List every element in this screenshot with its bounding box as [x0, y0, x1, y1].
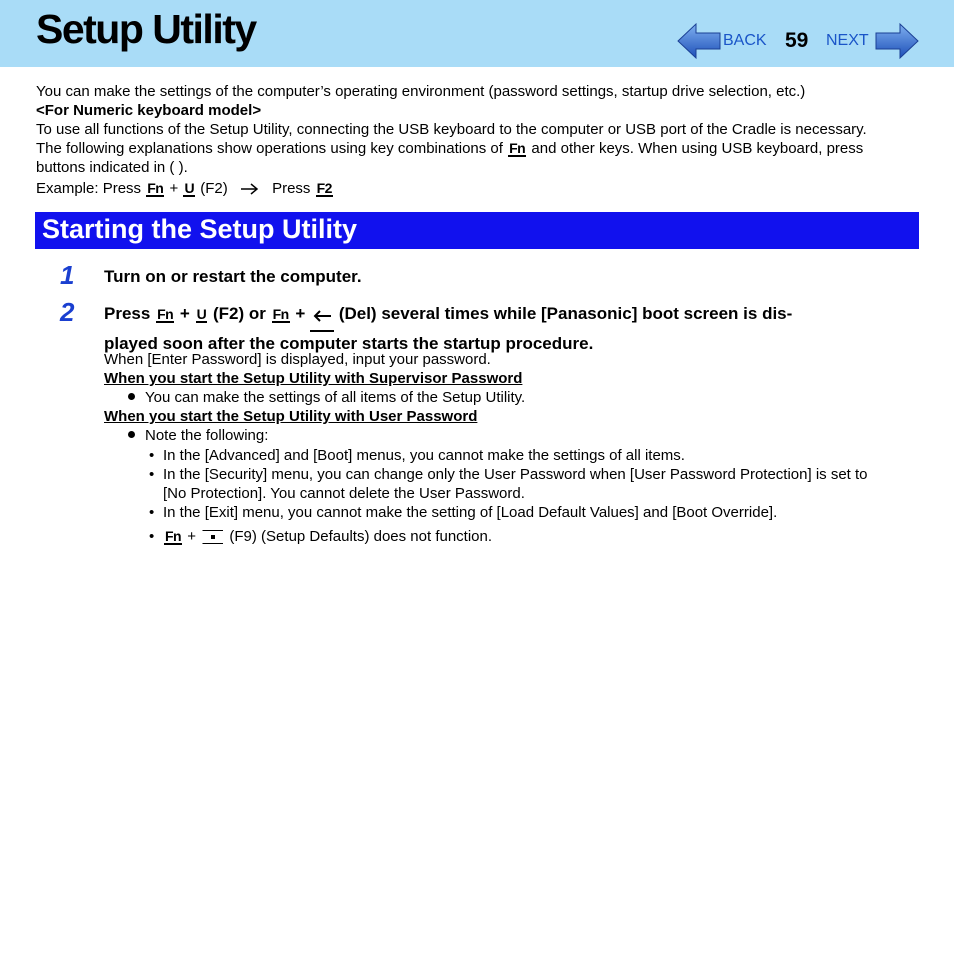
- plus-sign: +: [169, 180, 179, 197]
- intro-line-3: [36, 139, 920, 158]
- bullet-icon: [128, 393, 135, 400]
- right-arrow-icon: [240, 182, 260, 196]
- section-title: Starting the Setup Utility: [42, 214, 358, 244]
- step-1-text: Turn on or restart the computer.: [104, 267, 362, 286]
- supervisor-heading: When you start the Setup Utility with Supervisor Password: [104, 370, 523, 387]
- page-number: 59: [785, 29, 809, 52]
- fn-key: Fn: [157, 306, 174, 322]
- u-key: U: [196, 306, 207, 322]
- fn-key: Fn: [165, 528, 182, 544]
- section-header: [35, 212, 919, 249]
- sub-item-3: • In the [Exit] menu, you cannot make the setting of [Load Default Values] and [Boot Override].: [163, 503, 919, 522]
- intro-line-2: To use all functions of the Setup Utility, connecting the USB keyboard to the computer or USB port of the Cradle is necessary.: [36, 121, 867, 138]
- back-arrow-icon[interactable]: [676, 22, 722, 60]
- user-bullet: [128, 426, 268, 445]
- step-2-del-text: (Del) several times while [Panasonic] boot screen is dis-: [338, 304, 793, 323]
- step-2-line-2: played soon after the computer starts the startup procedure.: [104, 334, 594, 353]
- user-bullet-text: Note the following:: [145, 427, 269, 444]
- supervisor-bullet: [128, 388, 525, 407]
- next-link[interactable]: NEXT: [826, 32, 869, 49]
- step-1-number: 1: [60, 260, 75, 290]
- fn-key: Fn: [272, 306, 289, 322]
- plus-sign: +: [179, 304, 190, 323]
- sub-item-4: [163, 527, 919, 546]
- next-arrow-icon[interactable]: [874, 22, 920, 60]
- period-key-icon: [202, 530, 223, 544]
- f2-key: F2: [316, 180, 332, 196]
- user-heading: When you start the Setup Utility with User Password: [104, 408, 478, 425]
- model-heading: <For Numeric keyboard model>: [36, 102, 262, 119]
- intro-line-4: buttons indicated in ( ).: [36, 159, 188, 176]
- step-2-text: [104, 302, 904, 356]
- example-label: Example: Press: [36, 180, 142, 197]
- plus-sign: +: [295, 304, 306, 323]
- header-bar: [0, 0, 954, 67]
- step-2-number: 2: [60, 297, 75, 327]
- sub-item-2-cont: [No Protection]. You cannot delete the User Password.: [163, 485, 525, 502]
- bullet-icon: [128, 431, 135, 438]
- example-press: Press: [272, 180, 311, 197]
- page-title: Setup Utility: [36, 6, 256, 52]
- sub-item-1: • In the [Advanced] and [Boot] menus, you cannot make the settings of all items.: [163, 446, 919, 465]
- sub-item-2: • In the [Security] menu, you can change only the User Password when [User Password Protection] is set to: [163, 465, 919, 484]
- intro-text: [36, 82, 920, 198]
- intro-line-1: You can make the settings of the computer’s operating environment (password settings, startup drive selection, etc.): [36, 83, 806, 100]
- enter-password-note: When [Enter Password] is displayed, input your password.: [104, 351, 491, 368]
- intro-line-3b: and other keys. When using USB keyboard, press: [531, 140, 864, 157]
- backspace-key-icon: [310, 306, 334, 332]
- fn-key: Fn: [147, 180, 164, 196]
- example-line: [36, 179, 920, 198]
- intro-line-3a: The following explanations show operations using key combinations of: [36, 140, 503, 157]
- plus-sign: +: [187, 528, 197, 545]
- fn-key: Fn: [509, 140, 526, 156]
- back-link[interactable]: BACK: [723, 32, 767, 49]
- step-2-press: Press: [104, 304, 151, 323]
- supervisor-bullet-text: You can make the settings of all items of the Setup Utility.: [145, 389, 526, 406]
- f9-text: (F9) (Setup Defaults) does not function.: [229, 528, 493, 545]
- u-key: U: [184, 180, 195, 196]
- step-2-f2-or: (F2) or: [212, 304, 266, 323]
- f2-note: (F2): [200, 180, 228, 197]
